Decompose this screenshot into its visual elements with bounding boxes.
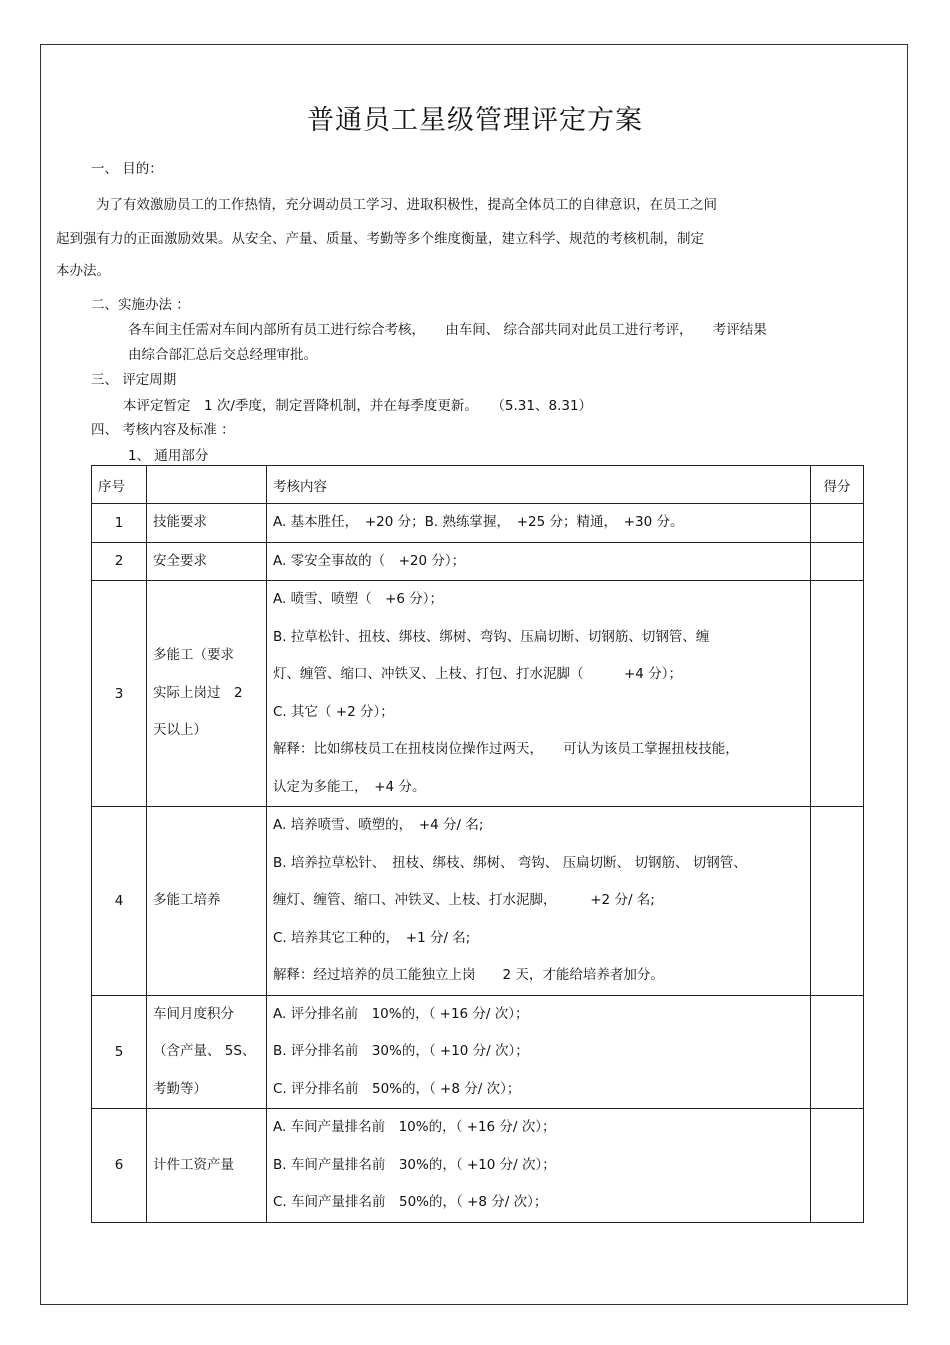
row-content-cell xyxy=(267,995,811,1109)
content-line: 认定为多能工， +4 分。 xyxy=(273,778,426,795)
row-score-cell xyxy=(811,1109,864,1223)
section-2-paragraph-line-1: 各车间主任需对车间内部所有员工进行综合考核， 由车间、 综合部共同对此员工进行考评， 考评结果 xyxy=(128,322,767,338)
row-item-cell xyxy=(147,504,267,543)
row-item-cell xyxy=(147,542,267,581)
row-number-cell: 3 xyxy=(92,581,147,807)
content-line: C. 评分排名前 50%的，（ +8 分/ 次）； xyxy=(273,1080,521,1097)
section-4-subheading: 1、 通用部分 xyxy=(128,448,209,464)
table-row xyxy=(92,542,864,581)
section-1-paragraph-line-3: 本办法。 xyxy=(56,263,110,279)
document-title: 普通员工星级管理评定方案 xyxy=(307,105,643,136)
table-row xyxy=(92,995,864,1109)
row-score-cell xyxy=(811,504,864,543)
row-content-cell xyxy=(267,542,811,581)
row-item-cell xyxy=(147,1109,267,1223)
content-line: B. 评分排名前 30%的，（ +10 分/ 次）； xyxy=(273,1043,529,1059)
content-line: A. 车间产量排名前 10%的，（ +16 分/ 次）； xyxy=(273,1119,556,1135)
section-1-heading: 一、 目的： xyxy=(91,161,163,177)
item-line: 实际上岗过 2 xyxy=(153,684,243,701)
row-content-cell xyxy=(267,807,811,996)
item-line: （含产量、 5S、 xyxy=(153,1043,256,1059)
table-row xyxy=(92,807,864,996)
row-score-cell xyxy=(811,581,864,807)
table-row xyxy=(92,1109,864,1223)
section-1-paragraph-line-2: 起到强有力的正面激励效果。从安全、产量、质量、考勤等多个维度衡量，建立科学、规范的考核机制，制定 xyxy=(56,231,704,247)
item-line: 安全要求 xyxy=(153,552,207,569)
section-2-paragraph-line-2: 由综合部汇总后交总经理审批。 xyxy=(128,347,317,363)
row-score-cell xyxy=(811,995,864,1109)
content-line: 解释：经过培养的员工能独立上岗 2 天，才能给培养者加分。 xyxy=(273,967,664,983)
table-row xyxy=(92,581,864,807)
row-item-cell xyxy=(147,581,267,807)
row-item-cell xyxy=(147,807,267,996)
assessment-table xyxy=(91,465,864,1223)
section-4-heading: 四、 考核内容及标准 ： xyxy=(91,422,235,438)
item-line: 考勤等） xyxy=(153,1080,207,1097)
section-1-paragraph-line-1: 为了有效激励员工的工作热情，充分调动员工学习、进取积极性，提高全体员工的自律意识，在员工之间 xyxy=(96,197,717,213)
row-number-cell: 6 xyxy=(92,1109,147,1223)
content-line: 灯、缠管、缩口、冲铁叉、上枝、打包、打水泥脚（ +4 分）； xyxy=(273,666,682,682)
content-line: 缠灯、缠管、缩口、冲铁叉、上枝、打水泥脚， +2 分/ 名; xyxy=(273,892,655,908)
row-content-cell xyxy=(267,1109,811,1223)
header-content: 考核内容 xyxy=(267,466,811,504)
row-score-cell xyxy=(811,542,864,581)
item-line: 技能要求 xyxy=(153,514,207,530)
content-line: A. 评分排名前 10%的，（ +16 分/ 次）； xyxy=(273,1005,529,1022)
header-score: 得分 xyxy=(811,466,864,504)
content-line: 解释：比如绑枝员工在扭枝岗位操作过两天， 可认为该员工掌握扭枝技能， xyxy=(273,741,739,757)
content-line: A. 喷雪、喷塑（ +6 分）； xyxy=(273,591,444,607)
section-2-heading: 二、实施办法 ： xyxy=(91,297,190,313)
row-number-cell: 4 xyxy=(92,807,147,996)
item-line: 天以上） xyxy=(153,722,207,739)
content-line: B. 拉草松针、扭枝、绑枝、绑树、弯钩、压扁切断、切钢筋、切钢管、缠 xyxy=(273,628,710,645)
row-number-cell: 2 xyxy=(92,542,147,581)
content-line: C. 培养其它工种的， +1 分/ 名; xyxy=(273,929,471,946)
row-number-cell: 5 xyxy=(92,995,147,1109)
item-line: 车间月度积分 xyxy=(153,1005,234,1022)
header-name xyxy=(147,466,267,504)
content-line: B. 车间产量排名前 30%的，（ +10 分/ 次）； xyxy=(273,1156,556,1173)
content-line: A. 培养喷雪、喷塑的， +4 分/ 名; xyxy=(273,817,484,833)
content-line: A. 零安全事故的（ +20 分）； xyxy=(273,552,466,569)
item-line: 多能工培养 xyxy=(153,892,221,908)
content-line: A. 基本胜任， +20 分；B. 熟练掌握， +25 分；精通， +30 分。 xyxy=(273,514,684,530)
row-content-cell xyxy=(267,504,811,543)
row-item-cell xyxy=(147,995,267,1109)
content-line: C. 其它（ +2 分）； xyxy=(273,703,394,720)
item-line: 计件工资产量 xyxy=(153,1156,234,1173)
row-number-cell: 1 xyxy=(92,504,147,543)
header-no: 序号 xyxy=(92,466,147,504)
table-header-row xyxy=(92,466,864,504)
table-row xyxy=(92,504,864,543)
section-3-heading: 三、 评定周期 xyxy=(91,372,177,388)
row-content-cell xyxy=(267,581,811,807)
content-line: C. 车间产量排名前 50%的，（ +8 分/ 次）； xyxy=(273,1194,548,1210)
section-3-paragraph: 本评定暂定 1 次/季度，制定晋降机制，并在每季度更新。 （5.31、8.31） xyxy=(123,398,593,414)
content-line: B. 培养拉草松针、 扭枝、绑枝、绑树、 弯钩、 压扁切断、 切钢筋、 切钢管、 xyxy=(273,854,747,871)
item-line: 多能工（要求 xyxy=(153,647,234,664)
row-score-cell xyxy=(811,807,864,996)
